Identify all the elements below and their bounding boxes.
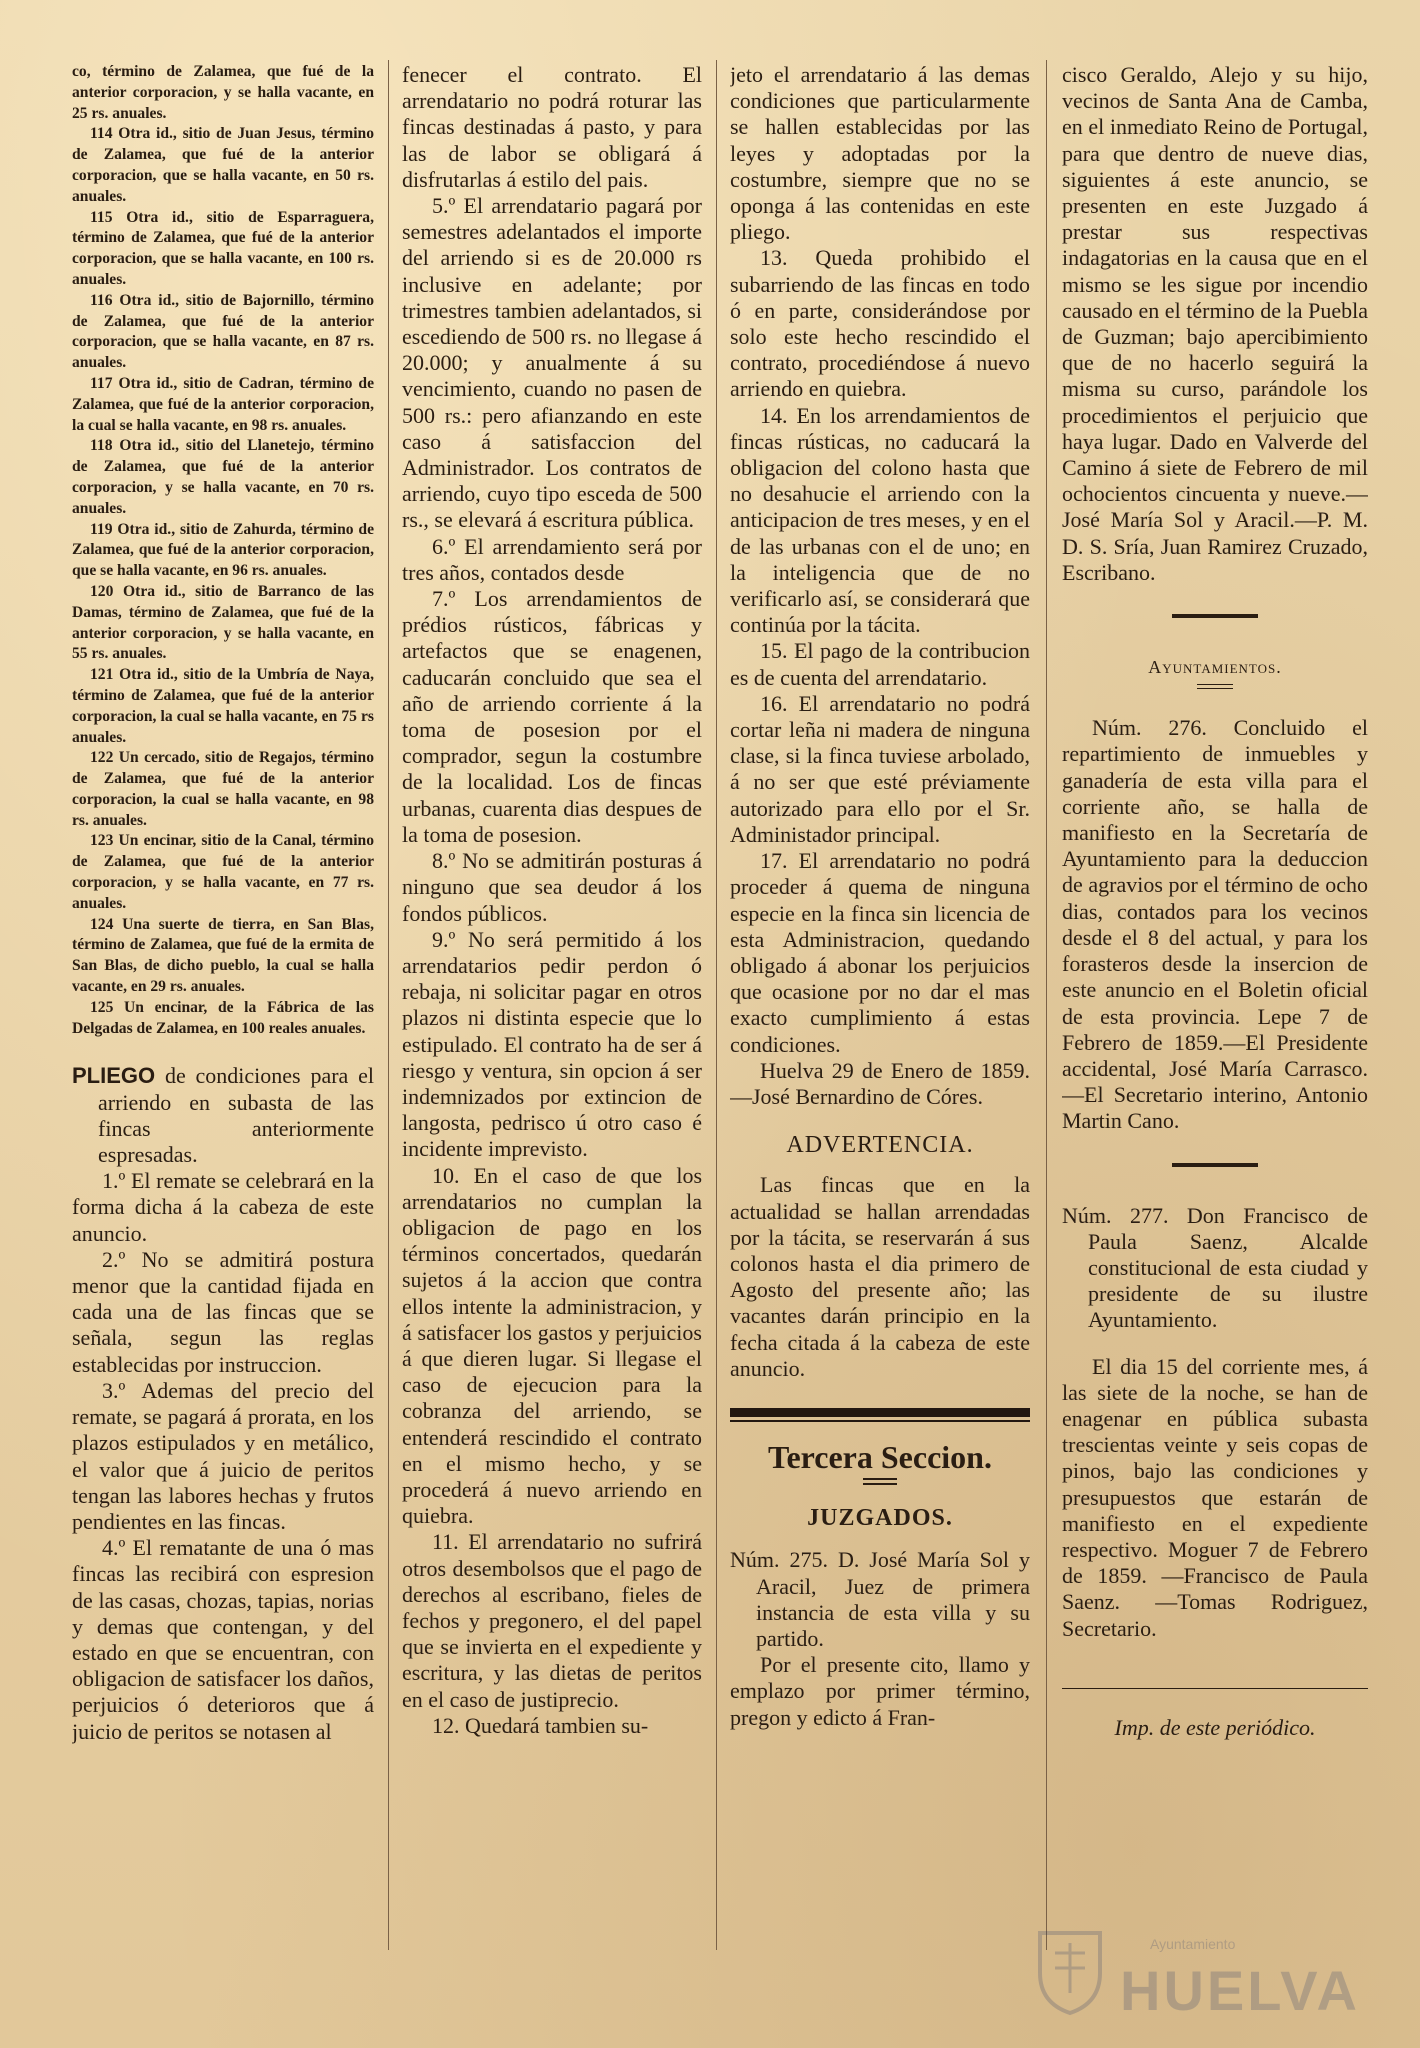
- section-divider-thin: [730, 1420, 1030, 1422]
- list-item: 119 Otra id., sitio de Zahurda, término de Zalamea, que fué de la anterior corporacion, que se halla vacante, en 96 rs. anuales.: [72, 520, 374, 580]
- ornament-line: [1197, 688, 1233, 689]
- condition-paragraph: 16. El arrendatario no podrá cortar leña ni madera de ninguna clase, si la finca tuviese arbolado, á no ser que esté préviamente autorizado para ello por el Sr. Administador principal.: [730, 690, 1030, 847]
- condition-paragraph: 12. Quedará tambien su-: [432, 1712, 649, 1738]
- list-item: 114 Otra id., sitio de Juan Jesus, término de Zalamea, que fué de la anterior corporacion, que se halla vacante, en 50 rs. anuales.: [72, 125, 374, 205]
- column-3: [730, 62, 1030, 1942]
- notice-277-text: El dia 15 del corriente mes, á las siete de la noche, se han de enagenar en pública subasta trescientas veinte y seis copas de pinos, bajo las condiciones y presupuestos que estarán de manifiesto en el expediente respectivo. Moguer 7 de Febrero de 1859. —Francisco de Paula Saenz. —Tomas Rodriguez, Secretario.: [1062, 1353, 1368, 1641]
- list-item: 123 Un encinar, sitio de la Canal, término de Zalamea, que fué de la anterior corporacion, y se halla vacante, en 77 rs. anuales.: [72, 832, 374, 912]
- divider: [1172, 1163, 1258, 1167]
- advertencia-text: Las fincas que en la actualidad se hallan arrendadas por la tácita, se reservarán á sus colonos hasta el dia primero de Agosto del presente año; las vacantes darán principio en la fecha citada á la cabeza de este anuncio.: [730, 1172, 1030, 1381]
- list-item: 118 Otra id., sitio del Llanetejo, término de Zalamea, que fué de la anterior corporacion, y se halla vacante, en 70 rs. anuales.: [72, 437, 374, 517]
- ayuntamientos-heading: Ayuntamientos.: [1148, 657, 1282, 678]
- column-rule: [388, 60, 389, 1950]
- list-item: 125 Un encinar, de la Fábrica de las Delgadas de Zalamea, en 100 reales anuales.: [72, 998, 374, 1037]
- juzgados-heading: JUZGADOS.: [807, 1505, 953, 1532]
- condition-paragraph: 15. El pago de la contribucion es de cuenta del arrendatario.: [730, 638, 1030, 690]
- column-rule: [1046, 60, 1047, 1950]
- condition-paragraph: 11. El arrendatario no sufrirá otros desembolsos que el pago de derechos al escribano, fieles de fechos y pregonero, el del papel que se invierta en el expediente y escritura, y las dietas de peritos en el caso de justiprecio.: [402, 1529, 702, 1712]
- notice-275-text: Por el presente cito, llamo y emplazo por primer término, pregon y edicto á Fran-: [730, 1652, 1030, 1730]
- condition-paragraph: 3.º Ademas del precio del remate, se pagará á prorata, en los plazos estipulados y en metálico, el valor que á juicio de peritos tengan las labores hechas y frutos pendientes en las fincas.: [72, 1377, 374, 1534]
- signature-line: Huelva 29 de Enero de 1859.—José Bernardino de Córes.: [730, 1057, 1030, 1109]
- condition-paragraph: 5.º El arrendatario pagará por semestres adelantados el importe del arriendo si es de 20.000 rs inclusive en adelante; por trimestres tambien adelantados, si escediendo de 500 rs. no llegase á 20.000; y anualmente á su vencimiento, cuando no pasen de 500 rs.: pero afianzando en este caso á satisfaccion del Administrador. Los contratos de arriendo, cuyo tipo esceda de 500 rs., se elevará á escritura pública.: [402, 193, 702, 533]
- notice-277-heading: Núm. 277. Don Francisco de Paula Saenz, Alcalde constitucional de esta ciudad y presidente de su ilustre Ayuntamiento.: [1062, 1202, 1368, 1333]
- condition-paragraph: 17. El arrendatario no podrá proceder á quema de ninguna especie en la finca sin licencia de esta Administracion, quedando obligado á abonar los perjuicios que ocasione por no dar el mas exacto cumplimiento á estas condiciones.: [730, 848, 1030, 1057]
- pliego-keyword: PLIEGO: [72, 1063, 156, 1089]
- imprint-line: Imp. de este periódico.: [1114, 1714, 1316, 1740]
- pliego-title: de condiciones para el arriendo en subasta de las fincas anteriormente espresadas.: [98, 1063, 374, 1168]
- notice-275-continued: cisco Geraldo, Alejo y su hijo, vecinos de Santa Ana de Camba, en el inmediato Reino de Portugal, para que dentro de nueve dias, siguientes á este anuncio, se presenten en este Juzgado á prestar sus respectivas indagatorias en la causa que en el mismo se les sigue por incendio causado en el término de la Puebla de Guzman; bajo apercibimiento que de no hacerlo seguirá la misma su curso, parándole los procedimientos el perjuicio que haya lugar. Dado en Valverde del Camino á siete de Febrero de mil ochocientos cincuenta y nueve.—José María Sol y Aracil.—P. M. D. S. Sría, Juan Ramirez Cruzado, Escribano.: [1062, 62, 1368, 585]
- condition-paragraph: 8.º No se admitirán posturas á ninguno que sea deudor á los fondos públicos.: [402, 848, 702, 926]
- condition-paragraph: 6.º El arrendamiento será por tres años, contados desde: [402, 533, 702, 585]
- property-list: [72, 62, 374, 1039]
- column-rule: [716, 60, 717, 1950]
- list-item: 116 Otra id., sitio de Bajornillo, término de Zalamea, que fué de la anterior corporacion, que se halla vacante, en 87 rs. anuales.: [72, 291, 374, 372]
- column-2: [402, 62, 702, 1942]
- condition-paragraph: 4.º El rematante de una ó mas fincas las recibirá con espresion de las casas, chozas, tapias, norias y demas que contengan, y del estado en que se encuentran, con obligacion de satisfacer los daños, perjuicios ó deterioros que á juicio de peritos se notasen al: [72, 1535, 374, 1744]
- condition-paragraph: 9.º No será permitido á los arrendatarios pedir perdon ó rebaja, ni solicitar pagar en otros plazos ni distinta especie que lo estipulado. El contrato ha de ser á riesgo y ventura, sin opcion á ser indemnizados por extincion de langosta, pedrisco ú otro caso é incidente imprevisto.: [402, 926, 702, 1162]
- condition-paragraph: 2.º No se admitirá postura menor que la cantidad fijada en cada una de las fincas que se señala, segun las reglas establecidas por instruccion.: [72, 1246, 374, 1377]
- notice-276: Núm. 276. Concluido el repartimiento de inmuebles y ganadería de esta villa para el corriente año, se halla de manifiesto en la Secretaría de Ayuntamiento para la deduccion de agravios por el término de ocho dias, contados para los vecinos desde el 8 del actual, y para los forasteros desde la insercion de este anuncio en el Boletin oficial de esta provincia. Lepe 7 de Febrero de 1859.—El Presidente accidental, José María Carrasco.—El Secretario interino, Antonio Martin Cano.: [1062, 715, 1368, 1134]
- pliego-heading: [72, 1063, 374, 1168]
- column-4: [1062, 62, 1368, 1942]
- divider: [1062, 1688, 1368, 1689]
- watermark-text: HUELVA: [1120, 1959, 1360, 2022]
- list-item: co, término de Zalamea, que fué de la anterior corporacion, y se halla vacante, en 25 rs. anuales.: [72, 63, 374, 122]
- column-1: [72, 62, 374, 1942]
- condition-paragraph: 10. En el caso de que los arrendatarios no cumplan la obligacion de pago en los términos concertados, quedarán sujetos á la accion que contra ellos intente la administracion, y á satisfacer los gastos y perjuicios á que dieren lugar. Si llegase el caso de ejecucion para la cobranza del arriendo, se entenderá rescindido el contrato en el mismo hecho, y se procederá á nuevo arriendo en quiebra.: [402, 1162, 702, 1529]
- condition-paragraph: 14. En los arrendamientos de fincas rústicas, no caducará la obligacion del colono hasta que no desahucie el arriendo con la anticipacion de tres meses, y en el de las urbanas con el de uno; en la inteligencia que de no verificarlo así, se considerará que continúa por la tácita.: [730, 402, 1030, 638]
- list-item: 120 Otra id., sitio de Barranco de las Damas, término de Zalamea, que fué de la anterior corporacion, y se halla vacante, en 55 rs. anuales.: [72, 582, 374, 663]
- section-divider: [730, 1408, 1030, 1417]
- list-item: 115 Otra id., sitio de Esparraguera, término de Zalamea, que fué de la anterior corporacion, que se halla vacante, en 100 rs. anuales.: [72, 208, 374, 288]
- coat-of-arms-icon: [1030, 1918, 1110, 2018]
- list-item: 117 Otra id., sitio de Cadran, término de Zalamea, que fué de la anterior corporacion, la cual se halla vacante, en 98 rs. anuales.: [72, 374, 374, 434]
- list-item: 121 Otra id., sitio de la Umbría de Naya, término de Zalamea, que fué de la anterior corporacion, la cual se halla vacante, en 75 rs anuales.: [72, 666, 374, 746]
- condition-paragraph: jeto el arrendatario á las demas condiciones que particularmente se hallen establecidas por las leyes y adoptadas por la costumbre, siempre que no se oponga á las contenidas en este pliego.: [730, 62, 1030, 245]
- list-item: 122 Un cercado, sitio de Regajos, término de Zalamea, que fué de la anterior corporacion, la cual se halla vacante, en 98 rs. anuales.: [72, 749, 374, 829]
- condition-paragraph: 13. Queda prohibido el subarriendo de las fincas en todo ó en parte, considerándose por solo este hecho rescindido el contrato, procediéndose á nuevo arriendo en quiebra.: [730, 245, 1030, 402]
- divider: [1172, 614, 1258, 618]
- notice-275-heading: Núm. 275. D. José María Sol y Aracil, Juez de primera instancia de esta villa y su partido.: [730, 1547, 1030, 1651]
- condition-paragraph: fenecer el contrato. El arrendatario no podrá roturar las fincas destinadas á pasto, y para las de labor se obligará á disfrutarlas á estilo del pais.: [402, 62, 702, 192]
- list-item: 124 Una suerte de tierra, en San Blas, término de Zalamea, que fué de la ermita de San Blas, de dicho pueblo, la cual se halla vacante, en 29 rs. anuales.: [72, 915, 374, 996]
- watermark-small-text: Ayuntamiento: [1150, 1936, 1236, 1952]
- archive-watermark: [1030, 1918, 1360, 2022]
- advertencia-heading: ADVERTENCIA.: [786, 1132, 974, 1159]
- condition-paragraph: 1.º El remate se celebrará en la forma dicha á la cabeza de este anuncio.: [72, 1168, 374, 1246]
- condition-paragraph: 7.º Los arrendamientos de prédios rústicos, fábricas y artefactos que se enagenen, caducarán concluido que sea el año de arriendo corriente á la toma de posesion por el comprador, segun la costumbre de la localidad. Los de fincas urbanas, cuarenta dias despues de la toma de posesion.: [402, 586, 702, 847]
- ornament-line: [1197, 684, 1233, 685]
- ornament-dash: [863, 1478, 897, 1485]
- section-title: Tercera Seccion.: [768, 1438, 992, 1475]
